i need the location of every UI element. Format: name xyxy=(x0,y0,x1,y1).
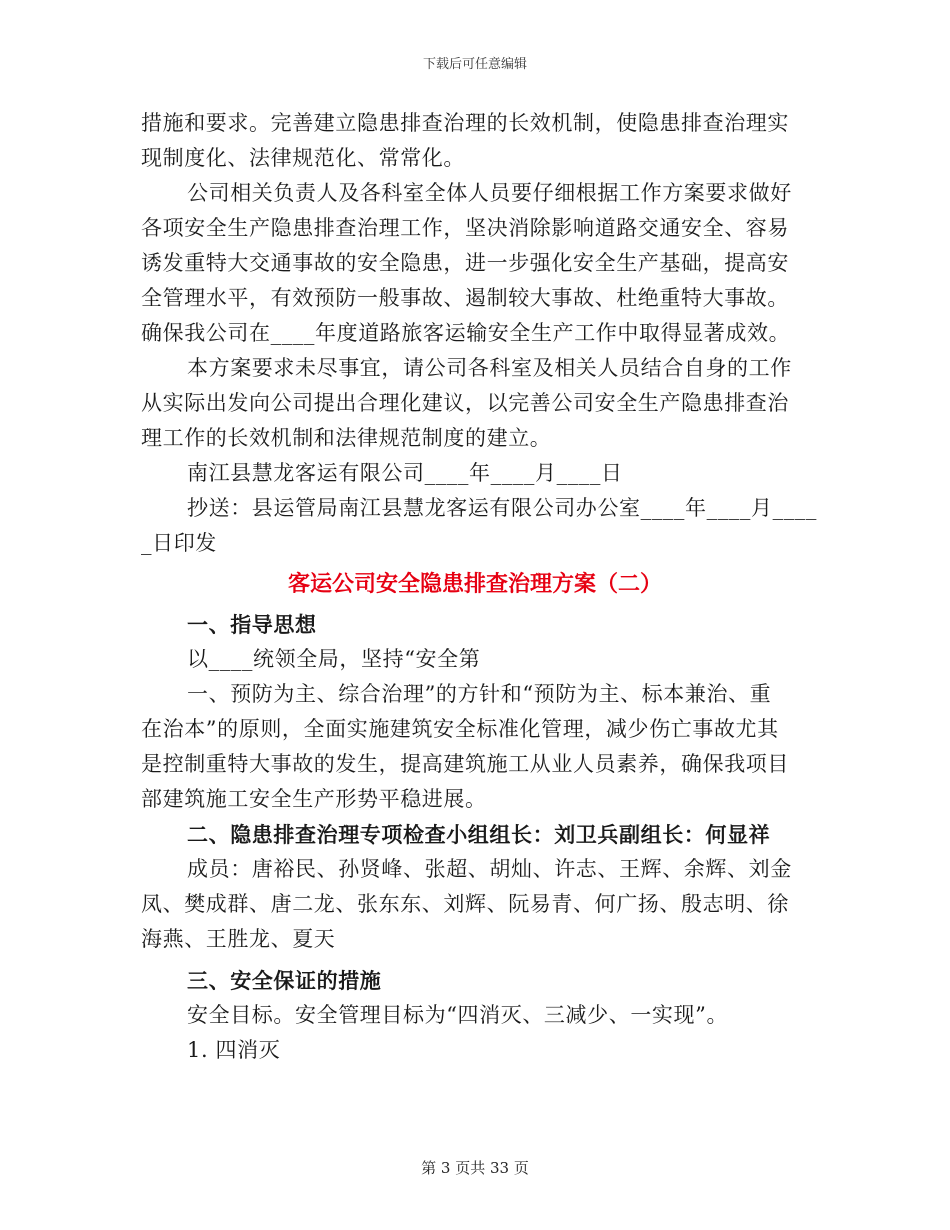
heading: 三、安全保证的措施 xyxy=(187,968,382,993)
cc-line: _日印发 xyxy=(141,531,217,555)
heading: 二、隐患排查治理专项检查小组组长：刘卫兵副组长：何显祥 xyxy=(187,822,771,847)
cc-line: 抄送：县运管局南江县慧龙客运有限公司办公室____年____月____ xyxy=(187,496,817,520)
section-title: 客运公司安全隐患排查治理方案（二） xyxy=(287,571,662,597)
heading: 一、指导思想 xyxy=(187,612,317,637)
signature-line: 南江县慧龙客运有限公司____年____月____日 xyxy=(187,461,623,485)
list-item: 1. 四消灭 xyxy=(187,1038,281,1062)
document-body xyxy=(141,106,817,1068)
paragraph-line: 从实际出发向公司提出合理化建议，以完善公司安全生产隐患排查治 xyxy=(141,391,789,415)
page-footer: 第 3 页共 33 页 xyxy=(421,1159,529,1177)
page-header: 下载后可任意编辑 xyxy=(422,57,527,72)
paragraph-line: 凤、樊成群、唐二龙、张东东、刘辉、阮易青、何广扬、殷志明、徐 xyxy=(141,892,789,916)
paragraph-line: 在治本”的原则，全面实施建筑安全标准化管理，减少伤亡事故尤其 xyxy=(141,717,779,741)
paragraph-line: 部建筑施工安全生产形势平稳进展。 xyxy=(141,787,487,811)
paragraph-line: 理工作的长效机制和法律规范制度的建立。 xyxy=(141,426,552,450)
paragraph-line: 一、预防为主、综合治理”的方针和“预防为主、标本兼治、重 xyxy=(187,682,772,706)
paragraph-line: 诱发重特大交通事故的安全隐患，进一步强化安全生产基础，提高安 xyxy=(141,251,789,275)
paragraph-line: 各项安全生产隐患排查治理工作，坚决消除影响道路交通安全、容易 xyxy=(141,216,789,240)
paragraph-line: 本方案要求未尽事宜，请公司各科室及相关人员结合自身的工作 xyxy=(187,356,792,380)
paragraph-line: 以____统领全局，坚持“安全第 xyxy=(187,647,481,671)
paragraph-line: 公司相关负责人及各科室全体人员要仔细根据工作方案要求做好 xyxy=(187,181,792,205)
paragraph-line: 现制度化、法律规范化、常常化。 xyxy=(141,146,465,170)
paragraph-line: 成员：唐裕民、孙贤峰、张超、胡灿、许志、王辉、余辉、刘金 xyxy=(187,857,792,881)
paragraph-line: 是控制重特大事故的发生，提高建筑施工从业人员素养，确保我项目 xyxy=(141,752,789,776)
paragraph-line: 全管理水平，有效预防一般事故、遏制较大事故、杜绝重特大事故。 xyxy=(141,286,789,310)
paragraph-line: 海燕、王胜龙、夏天 xyxy=(141,927,336,951)
paragraph-line: 安全目标。安全管理目标为“四消灭、三减少、一实现”。 xyxy=(187,1003,729,1027)
paragraph-line: 措施和要求。完善建立隐患排查治理的长效机制，使隐患排查治理实 xyxy=(141,111,789,135)
paragraph-line: 确保我公司在____年度道路旅客运输安全生产工作中取得显著成效。 xyxy=(141,321,791,345)
